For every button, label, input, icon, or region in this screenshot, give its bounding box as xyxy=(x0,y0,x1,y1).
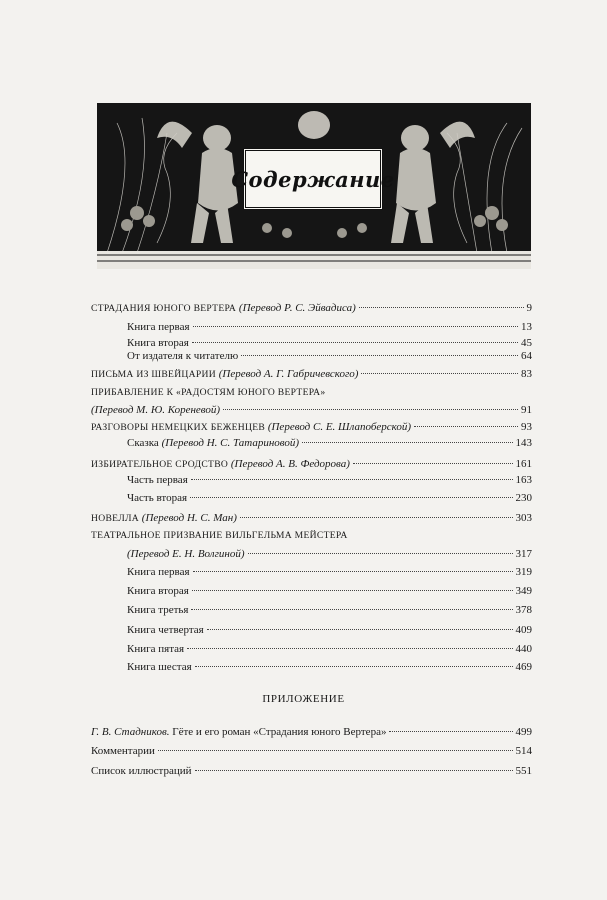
toc-entry[interactable]: Сказка (Перевод Н. С. Татариновой) 143 xyxy=(127,437,532,449)
toc-entry[interactable]: ПИСЬМА ИЗ ШВЕЙЦАРИИ (Перевод А. Г. Габричевского) 83 xyxy=(91,368,532,380)
toc-entry[interactable]: Книга вторая 349 xyxy=(127,585,532,597)
page-number: 143 xyxy=(515,437,532,449)
page-number: 13 xyxy=(521,321,532,333)
page-number: 469 xyxy=(515,661,532,673)
toc-entry[interactable]: ИЗБИРАТЕЛЬНОЕ СРОДСТВО (Перевод А. В. Федорова) 161 xyxy=(91,458,532,470)
leader-dots xyxy=(187,648,512,649)
page-number: 409 xyxy=(515,624,532,636)
toc-entry[interactable]: Часть первая 163 xyxy=(127,474,532,486)
page-number: 45 xyxy=(521,337,532,349)
leader-dots xyxy=(359,307,524,308)
page-number: 64 xyxy=(521,350,532,362)
leader-dots xyxy=(361,373,518,374)
leader-dots xyxy=(389,731,512,732)
leader-dots xyxy=(191,479,513,480)
toc-entry[interactable]: Книга четвертая 409 xyxy=(127,624,532,636)
toc-entry[interactable]: Часть вторая 230 xyxy=(127,492,532,504)
page-number: 230 xyxy=(515,492,532,504)
toc-entry[interactable]: (Перевод Е. Н. Волгиной) 317 xyxy=(127,548,532,560)
page-number: 93 xyxy=(521,421,532,433)
toc-entry[interactable]: Список иллюстраций 551 xyxy=(91,765,532,777)
page-number: 83 xyxy=(521,368,532,380)
page-number: 440 xyxy=(515,643,532,655)
leader-dots xyxy=(353,463,513,464)
page-number: 303 xyxy=(515,512,532,524)
leader-dots xyxy=(223,409,518,410)
toc-entry[interactable]: ПРИБАВЛЕНИЕ К «РАДОСТЯМ ЮНОГО ВЕРТЕРА» xyxy=(91,387,326,398)
page-number: 319 xyxy=(515,566,532,578)
leader-dots xyxy=(195,666,513,667)
toc-entry[interactable]: РАЗГОВОРЫ НЕМЕЦКИХ БЕЖЕНЦЕВ (Перевод С. Е. Шлапоберской) 93 xyxy=(91,421,532,433)
leader-dots xyxy=(195,770,513,771)
page-number: 91 xyxy=(521,404,532,416)
page-number: 349 xyxy=(515,585,532,597)
page-number: 378 xyxy=(515,604,532,616)
toc-entry[interactable]: От издателя к читателю 64 xyxy=(127,350,532,362)
page-number: 499 xyxy=(515,726,532,738)
appendix-heading: ПРИЛОЖЕНИЕ xyxy=(262,693,345,705)
page-number: 9 xyxy=(526,302,532,314)
leader-dots xyxy=(158,750,513,751)
leader-dots xyxy=(193,571,513,572)
toc-entry[interactable]: Книга шестая 469 xyxy=(127,661,532,673)
leader-dots xyxy=(248,553,513,554)
toc-entry[interactable]: Книга первая 13 xyxy=(127,321,532,333)
toc-entry[interactable]: Книга вторая 45 xyxy=(127,337,532,349)
leader-dots xyxy=(414,426,518,427)
leader-dots xyxy=(191,609,512,610)
leader-dots xyxy=(190,497,512,498)
toc-entry[interactable]: (Перевод М. Ю. Кореневой) 91 xyxy=(91,404,532,416)
leader-dots xyxy=(192,590,513,591)
toc-entry[interactable]: Книга третья 378 xyxy=(127,604,532,616)
leader-dots xyxy=(240,517,513,518)
toc-entry[interactable]: Книга пятая 440 xyxy=(127,643,532,655)
page-number: 514 xyxy=(515,745,532,757)
toc-entry[interactable]: Книга первая 319 xyxy=(127,566,532,578)
leader-dots xyxy=(192,342,518,343)
page-number: 161 xyxy=(515,458,532,470)
page-number: 163 xyxy=(515,474,532,486)
contents-title: Содержание xyxy=(231,166,395,192)
toc-entry[interactable]: Комментарии 514 xyxy=(91,745,532,757)
toc-entry[interactable]: Г. В. Стадников. Гёте и его роман «Страдания юного Вертера» 499 xyxy=(91,726,532,738)
toc-entry[interactable]: ТЕАТРАЛЬНОЕ ПРИЗВАНИЕ ВИЛЬГЕЛЬМА МЕЙСТЕРА xyxy=(91,530,348,541)
leader-dots xyxy=(302,442,512,443)
leader-dots xyxy=(207,629,513,630)
page-number: 551 xyxy=(515,765,532,777)
toc-entry[interactable]: НОВЕЛЛА (Перевод Н. С. Ман) 303 xyxy=(91,512,532,524)
page-number: 317 xyxy=(515,548,532,560)
toc-entry[interactable]: СТРАДАНИЯ ЮНОГО ВЕРТЕРА (Перевод Р. С. Эйвадиса) 9 xyxy=(91,302,532,314)
leader-dots xyxy=(193,326,518,327)
leader-dots xyxy=(241,355,518,356)
